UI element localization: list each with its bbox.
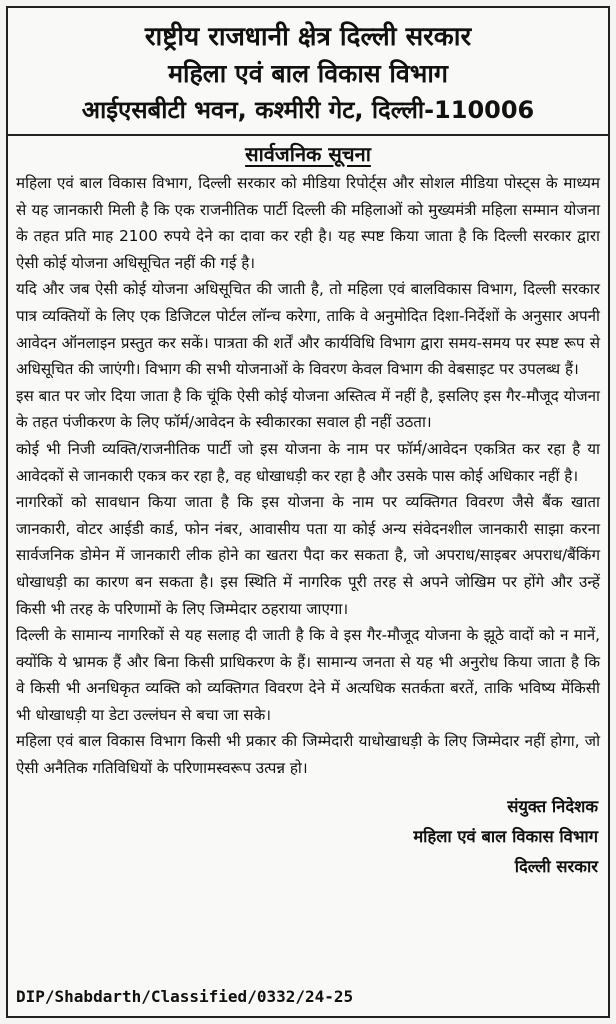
notice-title	[8, 140, 608, 170]
dip-code: DIP/Shabdarth/Classified/0332/24-25	[16, 987, 354, 1006]
paragraph-5: नागरिकों को सावधान किया जाता है कि इस योजना के नाम पर व्यक्तिगत विवरण जैसे बैंक खाता जानकारी, वोटर आईडी कार्ड, फोन नंबर, आवासीय पता या कोई अन्य संवेदनशील जानकारी साझा करना सार्वजनिक डोमेन में जानकारी लीक होने का खतरा पैदा कर सकता है, जो अपराध/साइबर अपराध/बैंकिंग धोखाधड़ी का कारण बन सकता है। इस स्थिति में नागरिक पूरी तरह से अपने जोखिम पर होंगे और उन्हें किसी भी तरह के परिणामों के लिए जिम्मेदार ठहराया जाएगा।	[16, 493, 600, 618]
paragraph-7: महिला एवं बाल विकास विभाग किसी भी प्रकार की जिम्मेदारी याधोखाधड़ी के लिए जिम्मेदार नहीं होगा, जो ऐसी अनैतिक गतिविधियों के परिणामस्वरूप उत्पन्न हो।	[16, 732, 600, 778]
signature-title: संयुक्त निदेशक	[507, 796, 598, 816]
signature-block	[8, 792, 608, 882]
notice-body	[8, 170, 608, 782]
notice-border	[6, 6, 610, 1018]
notice-header	[8, 8, 608, 128]
header-government: राष्ट्रीय राजधानी क्षेत्र दिल्ली सरकार	[144, 22, 472, 52]
paragraph-1: महिला एवं बाल विकास विभाग, दिल्ली सरकार को मीडिया रिपोर्ट्स और सोशल मीडिया पोस्ट्स के माध्यम से यह जानकारी मिली है कि एक राजनीतिक पार्टी दिल्ली की महिलाओं को मुख्यमंत्री महिला सम्मान योजना के तहत प्रति माह 2100 रुपये देने का दावा कर रही है। यह स्पष्ट किया जाता है कि दिल्ली सरकार द्वारा ऐसी कोई योजना अधिसूचित नहीं की गई है।	[16, 174, 600, 272]
paragraph-6: दिल्ली के सामान्य नागरिकों से यह सलाह दी जाती है कि वे इस गैर-मौजूद योजना के झूठे वादों को न मानें, क्योंकि ये भ्रामक हैं और बिना किसी प्राधिकरण के हैं। सामान्य जनता से यह भी अनुरोध किया जाता है कि वे किसी भी अनधिकृत व्यक्ति को व्यक्तिगत विवरण देने में अत्यधिक सतर्कता बरतें, ताकि भविष्य मेंकिसी भी धोखाधड़ी या डेटा उल्लंघन से बचा जा सके।	[16, 626, 600, 724]
header-divider	[8, 134, 608, 136]
header-address: आईएसबीटी भवन, कश्मीरी गेट, दिल्ली-110006	[81, 96, 535, 124]
header-department: महिला एवं बाल विकास विभाग	[168, 59, 448, 88]
signature-department: महिला एवं बाल विकास विभाग	[413, 826, 598, 846]
paragraph-4: कोई भी निजी व्यक्ति/राजनीतिक पार्टी जो इस योजना के नाम पर फॉर्म/आवेदन एकत्रित कर रहा है या आवेदकों से जानकारी एकत्र कर रहा है, वह धोखाधड़ी कर रहा है और उसके पास कोई अधिकार नहीं है।	[16, 439, 600, 485]
paragraph-2: यदि और जब ऐसी कोई योजना अधिसूचित की जाती है, तो महिला एवं बालविकास विभाग, दिल्ली सरकार पात्र व्यक्तियों के लिए एक डिजिटल पोर्टल लॉन्च करेगा, ताकि वे अनुमोदित दिशा-निर्देशों के अनुसार अपनी आवेदन ऑनलाइन प्रस्तुत कर सकें। पात्रता की शर्तें और कार्यविधि विभाग द्वारा समय-समय पर स्पष्ट रूप से अधिसूचित की जाएंगी। विभाग की सभी योजनाओं के विवरण केवल विभाग की वेबसाइट पर उपलब्ध हैं।	[16, 280, 600, 379]
signature-government: दिल्ली सरकार	[514, 856, 598, 876]
paragraph-3: इस बात पर जोर दिया जाता है कि चूंकि ऐसी कोई योजना अस्तित्व में नहीं है, इसलिए इस गैर-मौजूद योजना के तहत पंजीकरण के लिए फॉर्म/आवेदन के स्वीकारका सवाल ही नहीं उठता।	[16, 386, 600, 432]
notice-title-text: सार्वजनिक सूचना	[245, 142, 371, 166]
